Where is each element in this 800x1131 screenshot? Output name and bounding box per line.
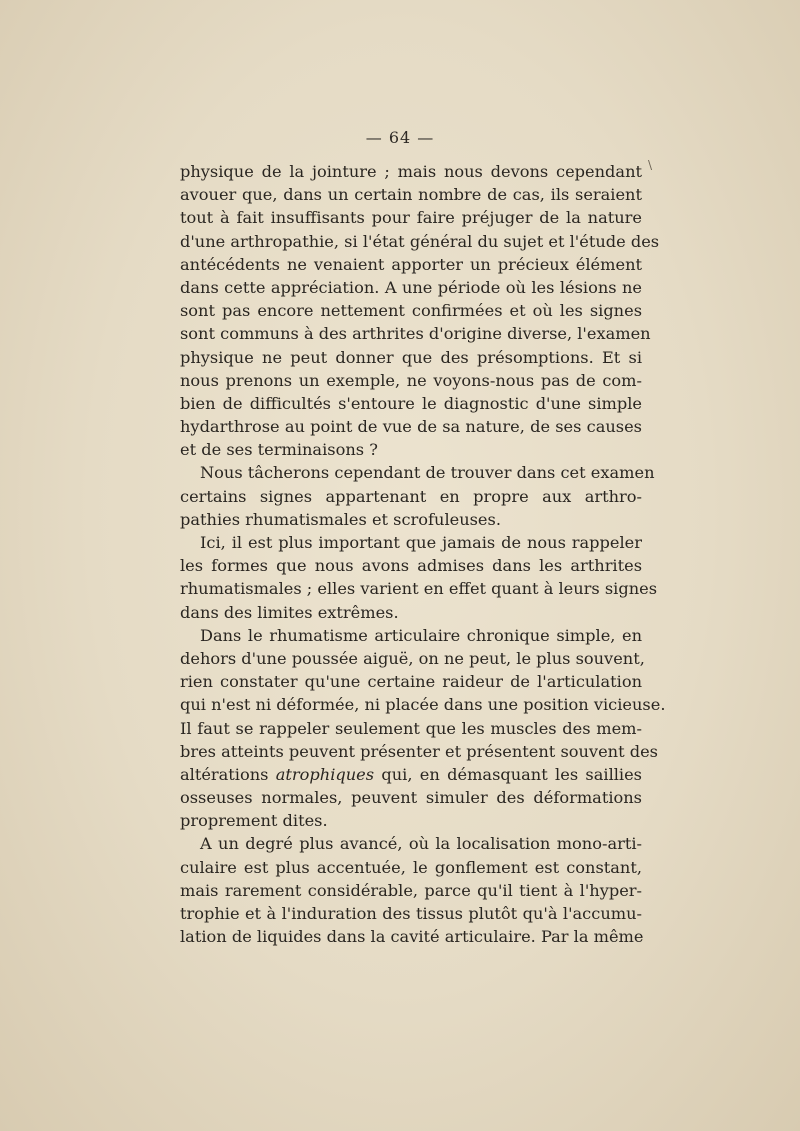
- page-number: — 64 —: [365, 128, 435, 147]
- text-line: rien constater qu'une certaine raideur de l'articulation: [180, 672, 642, 692]
- text-line: tout à fait insuffisants pour faire préjuger de la nature: [180, 208, 642, 228]
- text-line: Dans le rhumatisme articulaire chronique simple, en: [200, 625, 642, 645]
- text-line: bien de difficultés s'entoure le diagnostic d'une simple: [180, 393, 642, 413]
- text-line: avouer que, dans un certain nombre de cas, ils seraient: [180, 185, 642, 205]
- text-line: dans cette appréciation. A une période où les lésions ne: [180, 277, 642, 297]
- text-line: physique de la jointure ; mais nous devons cependant: [180, 162, 642, 181]
- text-line: hydarthrose au point de vue de sa nature, de ses causes: [180, 417, 642, 437]
- text-line: et de ses terminaisons ?: [180, 440, 378, 460]
- text-line: dehors d'une poussée aiguë, on ne peut, le plus souvent,: [180, 648, 645, 668]
- text-line: dans des limites extrêmes.: [180, 602, 399, 622]
- text-line: trophie et à l'induration des tissus plutôt qu'à l'accumu-: [180, 904, 642, 923]
- text-line: d'une arthropathie, si l'état général du sujet et l'étude des: [180, 231, 660, 251]
- text-line: physique ne peut donner que des présomptions. Et si: [180, 347, 642, 367]
- text-line: certains signes appartenant en propre aux arthro-: [180, 486, 642, 506]
- text-line: Il faut se rappeler seulement que les muscles des mem-: [180, 718, 642, 738]
- text-line: Nous tâcherons cependant de trouver dans cet examen: [200, 463, 655, 483]
- text-line: mais rarement considérable, parce qu'il tient à l'hyper-: [180, 880, 642, 900]
- text-line: antécédents ne venaient apporter un précieux élément: [180, 254, 642, 274]
- text-line: pathies rhumatismales et scrofuleuses.: [180, 509, 501, 529]
- text-line: bres atteints peuvent présenter et présentent souvent des: [180, 741, 658, 761]
- text-line: lation de liquides dans la cavité articulaire. Par la même: [180, 927, 644, 947]
- margin-mark-icon: \: [648, 158, 653, 172]
- text-line: culaire est plus accentuée, le gonflement est constant,: [180, 857, 642, 877]
- text-line: Ici, il est plus important que jamais de nous rappeler: [200, 533, 642, 552]
- text-line: nous prenons un exemple, ne voyons-nous pas de com-: [180, 370, 642, 390]
- text-line: sont communs à des arthrites d'origine diverse, l'examen: [180, 324, 651, 344]
- text-line: rhumatismales ; elles varient en effet quant à leurs signes: [180, 579, 658, 599]
- text-line: sont pas encore nettement confirmées et où les signes: [180, 301, 642, 321]
- text-line: A un degré plus avancé, où la localisation mono-arti-: [200, 834, 642, 854]
- body-text: [180, 160, 666, 948]
- text-line: proprement dites.: [180, 811, 328, 831]
- emphasis: atrophiques: [275, 764, 375, 784]
- text-line: altérations atrophiques qui, en démasquant les saillies: [180, 764, 642, 784]
- text-line: les formes que nous avons admises dans les arthrites: [180, 556, 642, 576]
- text-line: osseuses normales, peuvent simuler des déformations: [180, 788, 642, 808]
- text-line: qui n'est ni déformée, ni placée dans une position vicieuse.: [180, 695, 666, 715]
